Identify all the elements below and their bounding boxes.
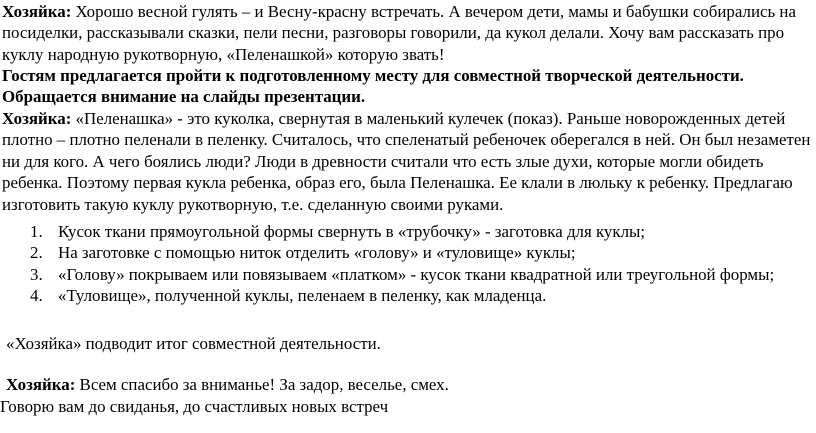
list-item-text: Кусок ткани прямоугольной формы свернуть в «трубочку» - заготовка для куклы; [58, 222, 646, 241]
list-item [2, 264, 812, 285]
list-item-number: 4. [30, 286, 43, 306]
speaker-label: Хозяйка: [2, 109, 72, 128]
explanation-paragraph [2, 108, 812, 215]
list-item-number: 3. [30, 264, 43, 284]
list-item-number: 1. [30, 222, 43, 241]
farewell-paragraph [6, 374, 812, 395]
speaker-label: Хозяйка: [6, 375, 76, 394]
list-item [2, 285, 812, 306]
closing-paragraph: Говорю вам до свиданья, до счастливых новых встреч [0, 397, 389, 416]
intro-text: Хорошо весной гулять – и Весну-красну встречать. А вечером дети, мамы и бабушки собирались на посиделки, рассказывали сказки, пели песни, разговоры говорили, да кукол делали. Хочу вам рассказать про куклу народную рукотворную, «Пеленашкой» которую звать! [2, 2, 796, 64]
list-item-number: 2. [30, 243, 43, 263]
summary-paragraph: «Хозяйка» подводит итог совместной деятельности. [6, 334, 381, 353]
list-item [2, 242, 812, 263]
steps-list [2, 221, 812, 307]
speaker-label: Хозяйка: [2, 2, 72, 21]
explanation-text: «Пеленашка» - это куколка, свернутая в маленький кулечек (показ). Раньше новорожденных детей плотно – плотно пеленали в пеленку. Считалось, что спеленатый ребеночек оберегался в ней. Он был незаметен ни для кого. А чего боялись люди? Люди в древности считали что есть злые духи, которые могли обидеть ребенка. Поэтому первая кукла ребенка, образ его, была Пеленашка. Ее клали в люльку к ребенку. Предлагаю изготовить такую куклу рукотворную, т.е. сделанную своими руками. [2, 109, 811, 214]
list-item [2, 221, 812, 242]
farewell-text: Всем спасибо за вниманье! За задор, веселье, смех. [75, 375, 449, 394]
list-item-text: «Туловище», полученной куклы, пеленаем в пеленку, как младенца. [58, 286, 547, 306]
instruction-paragraph: Гостям предлагается пройти к подготовленному месту для совместной творческой деятельности. Обращается внимание на слайды презентации. [2, 66, 744, 107]
list-item-text: «Голову» покрываем или повязываем «платком» - кусок ткани квадратной или треугольной формы; [58, 264, 775, 284]
intro-paragraph [2, 1, 812, 65]
list-item-text: На заготовке с помощью ниток отделить «голову» и «туловище» куклы; [58, 243, 576, 263]
